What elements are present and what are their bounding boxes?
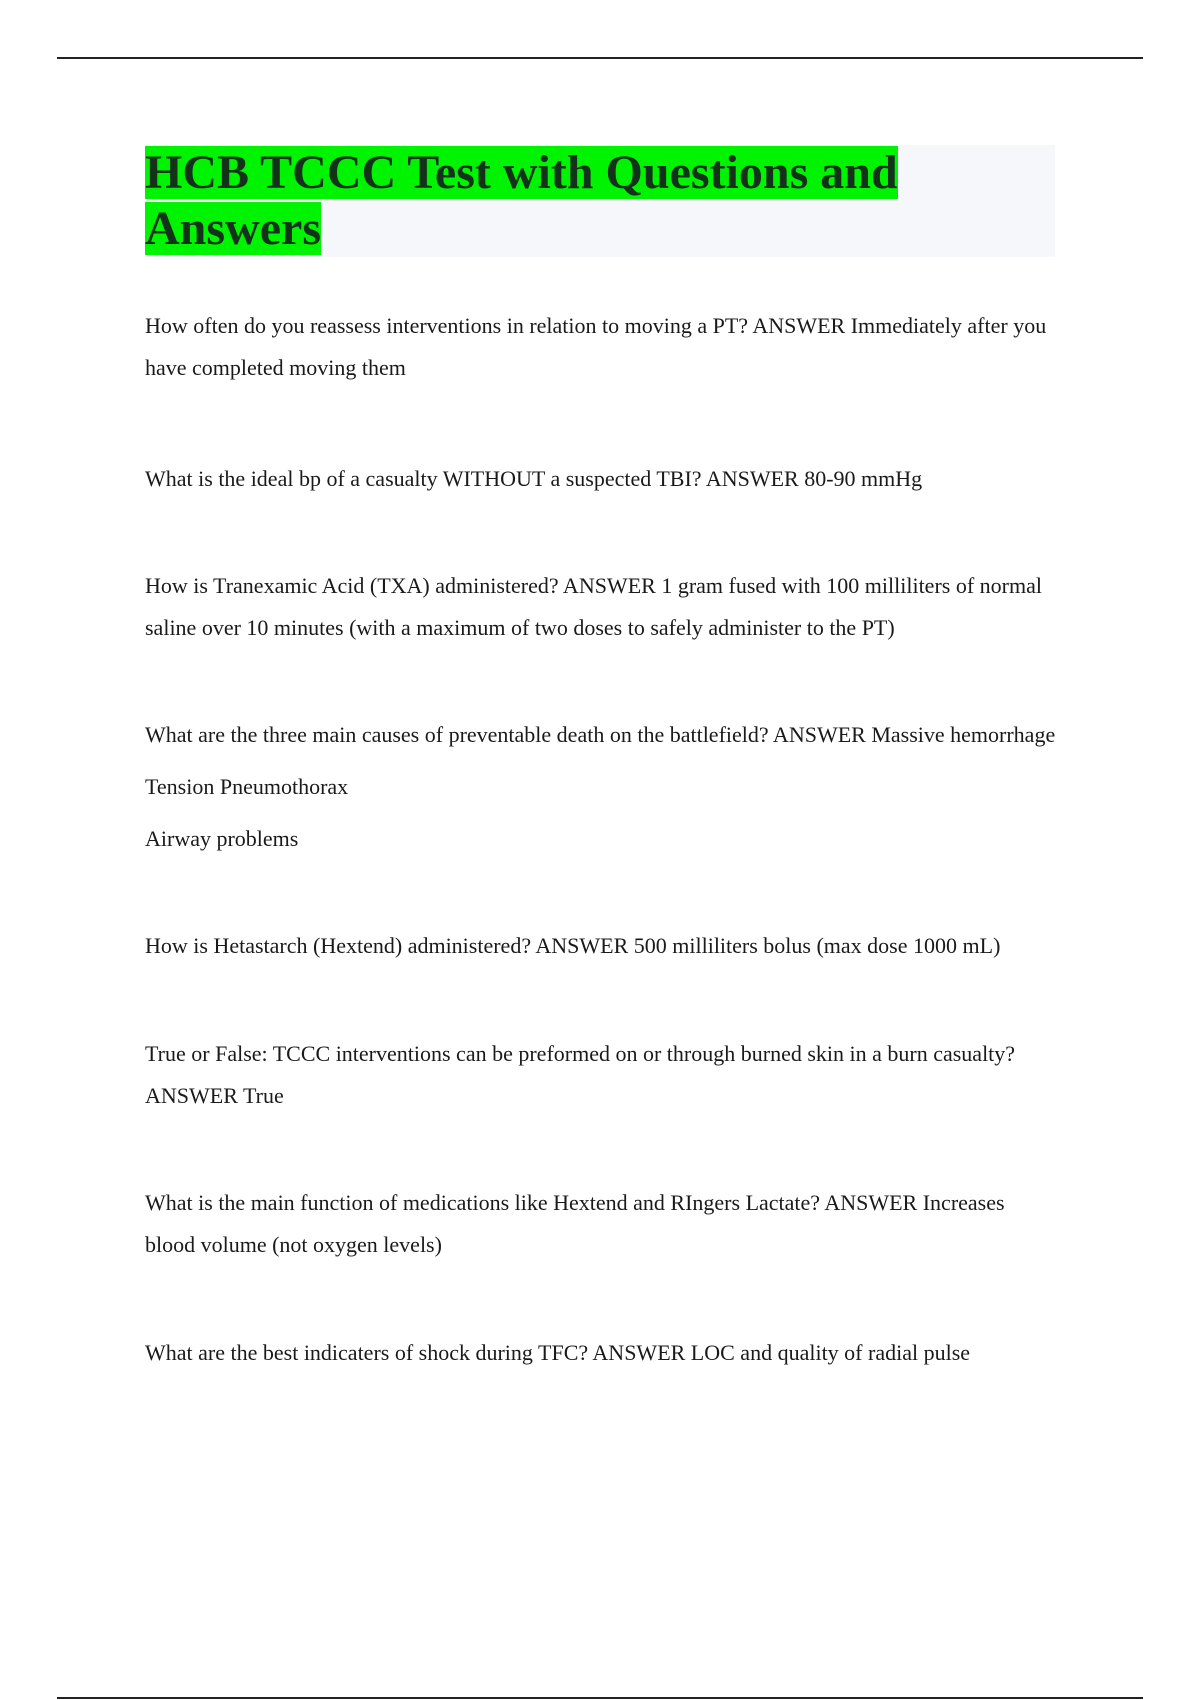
qa-text: How often do you reassess interventions in relation to moving a PT? ANSWER Immediately after you have completed moving them xyxy=(145,313,1047,380)
qa-text: What is the main function of medications like Hextend and RIngers Lactate? ANSWER Increases blood volume (not oxygen levels) xyxy=(145,1190,1005,1257)
qa-item-7 xyxy=(145,1182,1060,1266)
qa-text: What are the best indicaters of shock during TFC? ANSWER LOC and quality of radial pulse xyxy=(145,1340,971,1365)
qa-item-4 xyxy=(145,714,1060,860)
qa-item-5 xyxy=(145,925,1060,967)
qa-text: True or False: TCCC interventions can be preformed on or through burned skin in a burn casualty? ANSWER True xyxy=(145,1041,1016,1108)
title-box xyxy=(145,145,1055,257)
qa-text: How is Hetastarch (Hextend) administered? ANSWER 500 milliliters bolus (max dose 1000 mL) xyxy=(145,933,1001,958)
qa-item-6 xyxy=(145,1033,1060,1117)
qa-item-3 xyxy=(145,565,1060,649)
qa-text: What is the ideal bp of a casualty WITHOUT a suspected TBI? ANSWER 80-90 mmHg xyxy=(145,466,923,491)
qa-list xyxy=(145,305,1060,1374)
qa-text: What are the three main causes of preventable death on the battlefield? ANSWER Massive hemorrhage xyxy=(145,722,1056,747)
bottom-rule xyxy=(57,1697,1143,1699)
qa-item-2 xyxy=(145,458,1060,500)
qa-text: How is Tranexamic Acid (TXA) administered? ANSWER 1 gram fused with 100 milliliters of normal saline over 10 minutes (with a maximum of two doses to safely administer to the PT) xyxy=(145,573,1042,640)
top-rule xyxy=(57,57,1143,59)
title-highlight: HCB TCCC Test with Questions and Answers xyxy=(145,146,898,255)
qa-item-1 xyxy=(145,305,1060,389)
answer-line-tension-pneumothorax: Tension Pneumothorax xyxy=(145,774,349,799)
answer-line-airway-problems: Airway problems xyxy=(145,826,299,851)
document-title xyxy=(145,145,1055,257)
qa-item-8 xyxy=(145,1332,1060,1374)
